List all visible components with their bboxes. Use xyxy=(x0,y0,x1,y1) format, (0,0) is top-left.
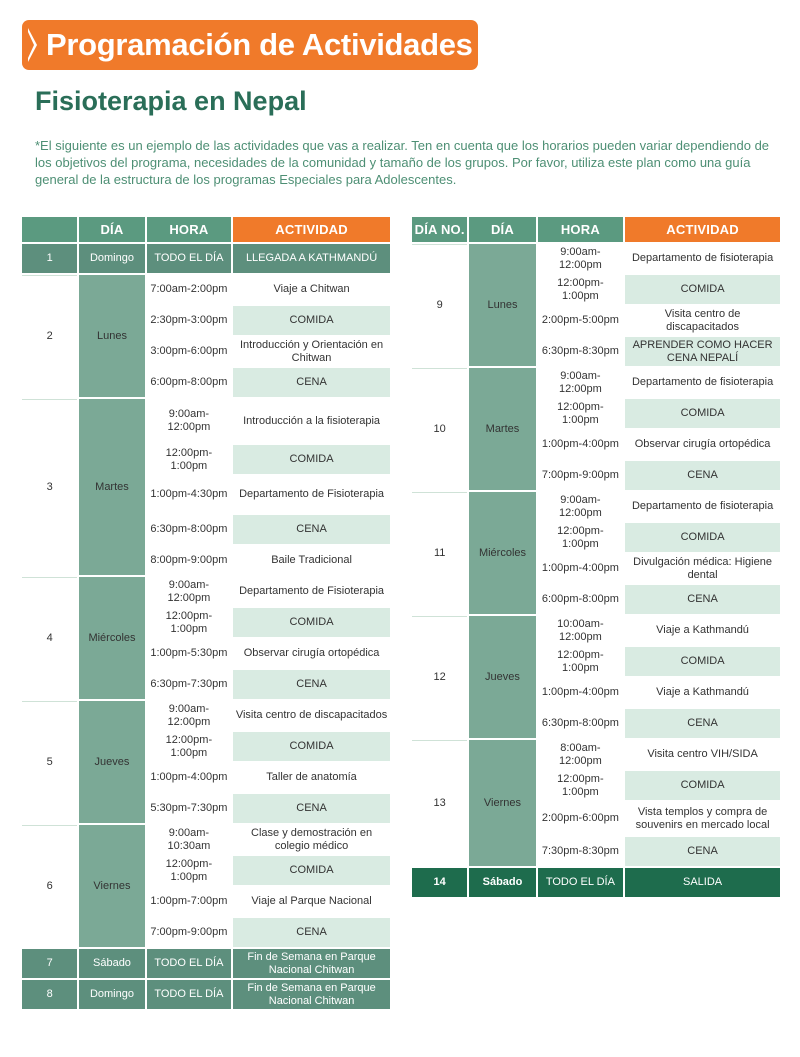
day-number: 12 xyxy=(412,616,467,738)
day-number: 9 xyxy=(412,244,467,366)
schedule-table-left xyxy=(20,215,392,1011)
time-cell: 12:00pm-1:00pm xyxy=(147,856,231,885)
day-number: 14 xyxy=(412,868,467,897)
time-cell: 1:00pm-4:00pm xyxy=(147,763,231,792)
time-cell: 12:00pm-1:00pm xyxy=(147,732,231,761)
activity-cell: APRENDER COMO HACER CENA NEPALÍ xyxy=(625,337,780,366)
activity-cell: COMIDA xyxy=(233,306,390,335)
time-cell: 8:00am-12:00pm xyxy=(538,740,623,769)
activity-cell: Taller de anatomía xyxy=(233,763,390,792)
day-number: 8 xyxy=(22,980,77,1009)
activity-cell: COMIDA xyxy=(233,732,390,761)
table-row xyxy=(412,368,780,397)
time-cell: TODO EL DÍA xyxy=(147,949,231,978)
activity-cell: Viaje a Kathmandú xyxy=(625,678,780,707)
time-cell: 6:30pm-7:30pm xyxy=(147,670,231,699)
activity-cell: COMIDA xyxy=(233,445,390,474)
time-cell: 12:00pm-1:00pm xyxy=(147,608,231,637)
time-cell: 1:00pm-4:00pm xyxy=(538,430,623,459)
activity-cell: CENA xyxy=(233,918,390,947)
day-name: Miércoles xyxy=(469,492,535,614)
table-row xyxy=(22,399,390,443)
activity-cell: Divulgación médica: Higiene dental xyxy=(625,554,780,583)
activity-cell: CENA xyxy=(233,670,390,699)
table-row xyxy=(22,275,390,304)
activity-cell: CENA xyxy=(233,794,390,823)
program-subtitle: Fisioterapia en Nepal xyxy=(35,86,307,116)
time-cell: 6:30pm-8:00pm xyxy=(147,515,231,544)
activity-cell: Departamento de Fisioterapia xyxy=(233,476,390,513)
table-row xyxy=(412,244,780,273)
activity-cell: Departamento de Fisioterapia xyxy=(233,577,390,606)
day-name: Martes xyxy=(469,368,535,490)
table-row xyxy=(22,949,390,978)
time-cell: 7:00am-2:00pm xyxy=(147,275,231,304)
time-cell: 9:00am-12:00pm xyxy=(147,399,231,443)
header-day: DÍA xyxy=(79,217,144,242)
activity-cell: Introducción a la fisioterapia xyxy=(233,399,390,443)
time-cell: 12:00pm-1:00pm xyxy=(538,275,623,304)
activity-cell: COMIDA xyxy=(625,523,780,552)
time-cell: 1:00pm-4:00pm xyxy=(538,554,623,583)
header-day: DÍA xyxy=(469,217,535,242)
activity-cell: CENA xyxy=(625,837,780,866)
table-row xyxy=(412,492,780,521)
activity-cell: COMIDA xyxy=(625,275,780,304)
time-cell: 9:00am-12:00pm xyxy=(538,244,623,273)
day-number: 10 xyxy=(412,368,467,490)
time-cell: 12:00pm-1:00pm xyxy=(538,647,623,676)
time-cell: 1:00pm-7:00pm xyxy=(147,887,231,916)
activity-cell: COMIDA xyxy=(625,771,780,800)
day-name: Lunes xyxy=(79,275,144,397)
header-time: HORA xyxy=(147,217,231,242)
activity-cell: CENA xyxy=(233,515,390,544)
schedule-table-right xyxy=(410,215,782,899)
activity-cell: CENA xyxy=(625,461,780,490)
activity-cell: Viaje a Kathmandú xyxy=(625,616,780,645)
activity-cell: Viaje a Chitwan xyxy=(233,275,390,304)
activity-cell: Departamento de fisioterapia xyxy=(625,368,780,397)
table-row xyxy=(412,616,780,645)
time-cell: 6:00pm-8:00pm xyxy=(147,368,231,397)
time-cell: 1:00pm-5:30pm xyxy=(147,639,231,668)
activity-cell: Clase y demostración en colegio médico xyxy=(233,825,390,854)
time-cell: 5:30pm-7:30pm xyxy=(147,794,231,823)
day-name: Sábado xyxy=(469,868,535,897)
table-header-row xyxy=(22,217,390,242)
day-number: 13 xyxy=(412,740,467,866)
time-cell: 2:30pm-3:00pm xyxy=(147,306,231,335)
activity-cell: CENA xyxy=(625,709,780,738)
time-cell: TODO EL DÍA xyxy=(538,868,623,897)
activity-cell: Viaje al Parque Nacional xyxy=(233,887,390,916)
activity-cell: Visita centro de discapacitados xyxy=(625,306,780,335)
activity-cell: CENA xyxy=(233,368,390,397)
time-cell: 6:00pm-8:00pm xyxy=(538,585,623,614)
time-cell: 12:00pm-1:00pm xyxy=(147,445,231,474)
header-day-number: DÍA NO. xyxy=(412,217,467,242)
activity-cell: COMIDA xyxy=(625,399,780,428)
time-cell: 1:00pm-4:00pm xyxy=(538,678,623,707)
table-header-row xyxy=(412,217,780,242)
time-cell: 9:00am-12:00pm xyxy=(538,368,623,397)
time-cell: 7:00pm-9:00pm xyxy=(538,461,623,490)
day-name: Domingo xyxy=(79,980,144,1009)
day-number: 5 xyxy=(22,701,77,823)
header-number xyxy=(22,217,77,242)
activity-cell: Baile Tradicional xyxy=(233,546,390,575)
time-cell: 2:00pm-6:00pm xyxy=(538,802,623,835)
activity-cell: Visita centro de discapacitados xyxy=(233,701,390,730)
disclaimer-note: *El siguiente es un ejemplo de las actividades que vas a realizar. Ten en cuenta que los horarios pueden variar dependiendo de los objetivos del programa, necesidades de la comunidad y tamaño de los grupos. Por favor, utiliza este plan como una guía general de la estructura de los programas Especiales para Adolescentes. xyxy=(35,138,770,187)
time-cell: 2:00pm-5:00pm xyxy=(538,306,623,335)
day-number: 11 xyxy=(412,492,467,614)
time-cell: 8:00pm-9:00pm xyxy=(147,546,231,575)
time-cell: 9:00am-12:00pm xyxy=(147,577,231,606)
day-number: 3 xyxy=(22,399,77,575)
activity-cell: SALIDA xyxy=(625,868,780,897)
activity-cell: LLEGADA A KATHMANDÚ xyxy=(233,244,390,273)
day-name: Jueves xyxy=(469,616,535,738)
page-title: Programación de Actividades xyxy=(46,27,473,62)
time-cell: 7:00pm-9:00pm xyxy=(147,918,231,947)
activity-cell: Fin de Semana en Parque Nacional Chitwan xyxy=(233,949,390,978)
activity-cell: Departamento de fisioterapia xyxy=(625,492,780,521)
activity-cell: COMIDA xyxy=(233,608,390,637)
time-cell: 6:30pm-8:30pm xyxy=(538,337,623,366)
time-cell: 3:00pm-6:00pm xyxy=(147,337,231,366)
activity-cell: Observar cirugía ortopédica xyxy=(233,639,390,668)
header-time: HORA xyxy=(538,217,623,242)
time-cell: 9:00am-12:00pm xyxy=(538,492,623,521)
day-name: Jueves xyxy=(79,701,144,823)
activity-cell: CENA xyxy=(625,585,780,614)
table-row xyxy=(22,980,390,1009)
time-cell: 7:30pm-8:30pm xyxy=(538,837,623,866)
header-activity: ACTIVIDAD xyxy=(233,217,390,242)
activity-cell: COMIDA xyxy=(625,647,780,676)
day-name: Miércoles xyxy=(79,577,144,699)
activity-cell: Departamento de fisioterapia xyxy=(625,244,780,273)
time-cell: 12:00pm-1:00pm xyxy=(538,523,623,552)
header-activity: ACTIVIDAD xyxy=(625,217,780,242)
time-cell: 1:00pm-4:30pm xyxy=(147,476,231,513)
activity-cell: Fin de Semana en Parque Nacional Chitwan xyxy=(233,980,390,1009)
table-row xyxy=(412,740,780,769)
day-name: Viernes xyxy=(469,740,535,866)
activity-cell: Vista templos y compra de souvenirs en mercado local xyxy=(625,802,780,835)
activity-cell: COMIDA xyxy=(233,856,390,885)
table-row xyxy=(22,577,390,606)
activity-cell: Observar cirugía ortopédica xyxy=(625,430,780,459)
table-row xyxy=(22,825,390,854)
day-name: Martes xyxy=(79,399,144,575)
day-number: 6 xyxy=(22,825,77,947)
time-cell: 9:00am-10:30am xyxy=(147,825,231,854)
table-row xyxy=(22,701,390,730)
table-row xyxy=(22,244,390,273)
day-number: 2 xyxy=(22,275,77,397)
day-number: 1 xyxy=(22,244,77,273)
time-cell: 10:00am-12:00pm xyxy=(538,616,623,645)
time-cell: 6:30pm-8:00pm xyxy=(538,709,623,738)
time-cell: 12:00pm-1:00pm xyxy=(538,771,623,800)
title-banner xyxy=(22,20,478,70)
time-cell: 9:00am-12:00pm xyxy=(147,701,231,730)
time-cell: TODO EL DÍA xyxy=(147,244,231,273)
day-name: Sábado xyxy=(79,949,144,978)
time-cell: TODO EL DÍA xyxy=(147,980,231,1009)
day-number: 4 xyxy=(22,577,77,699)
time-cell: 12:00pm-1:00pm xyxy=(538,399,623,428)
table-row xyxy=(412,868,780,897)
activity-cell: Introducción y Orientación en Chitwan xyxy=(233,337,390,366)
day-name: Viernes xyxy=(79,825,144,947)
day-name: Lunes xyxy=(469,244,535,366)
day-name: Domingo xyxy=(79,244,144,273)
day-number: 7 xyxy=(22,949,77,978)
activity-cell: Visita centro VIH/SIDA xyxy=(625,740,780,769)
